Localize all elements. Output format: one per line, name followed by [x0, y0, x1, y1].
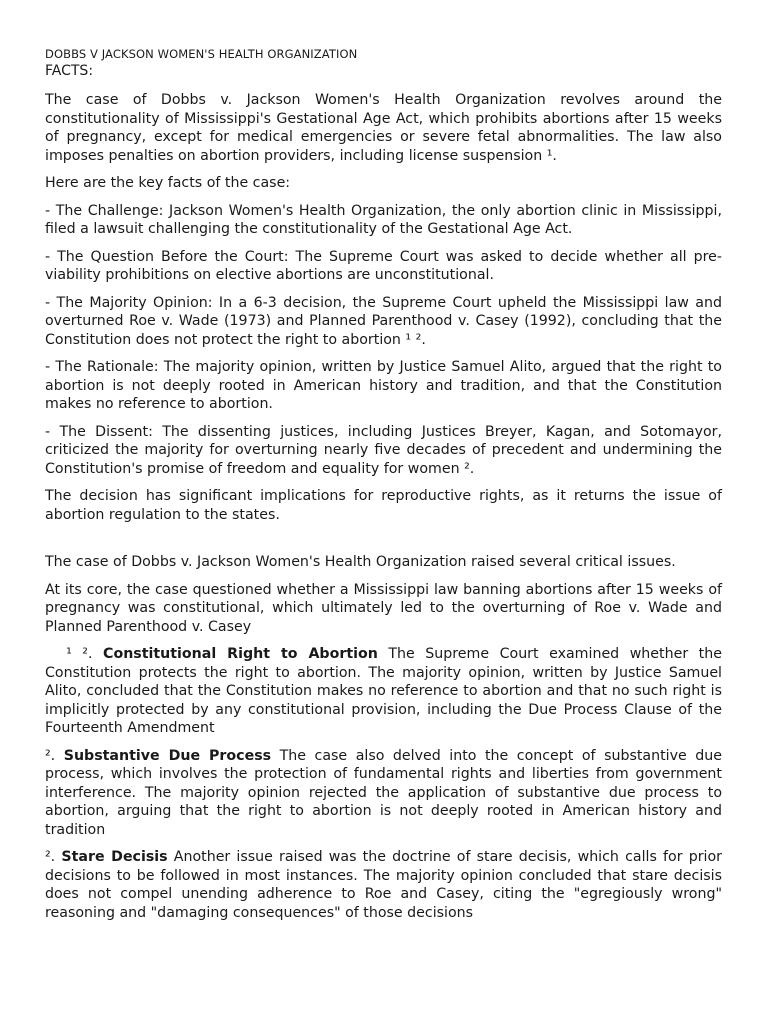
issue-stare-decisis — [45, 848, 722, 922]
issues-intro: The case of Dobbs v. Jackson Women's Health Organization raised several critical issues. — [45, 554, 676, 570]
facts-heading: FACTS: — [45, 63, 94, 79]
section-spacer — [45, 533, 722, 553]
issue-substantive-due-process — [45, 747, 722, 840]
issues-core: At its core, the case questioned whether a Mississippi law banning abortions after 15 weeks of pregnancy was constitutional, which ultimately led to the overturning of Roe v. Wade and Planned Parenthood v. Casey — [45, 581, 722, 635]
fact-dissent: - The Dissent: The dissenting justices, including Justices Breyer, Kagan, and Sotomayor, criticized the majority for overturning nearly five decades of precedent and undermining the Constitution's promise of freedom and equality for women ². — [45, 423, 722, 477]
issue-heading: Constitutional Right to Abortion — [103, 646, 378, 662]
fact-question: - The Question Before the Court: The Supreme Court was asked to decide whether all pre-viability prohibitions on elective abortions are unconstitutional. — [45, 248, 722, 283]
fact-rationale: - The Rationale: The majority opinion, written by Justice Samuel Alito, argued that the right to abortion is not deeply rooted in American history and tradition, and that the Constitution makes no reference to abortion. — [45, 359, 722, 412]
key-facts-lead: Here are the key facts of the case: — [45, 175, 291, 191]
issue-text: Another issue raised was the doctrine of stare decisis, which calls for prior decisions to be followed in most instances. The majority opinion concluded that stare decisis does not compel unending adherence to Roe and Casey, citing the "egregiously wrong" reasoning and "damaging consequences" of those decisions — [45, 849, 722, 921]
intro-paragraph: The case of Dobbs v. Jackson Women's Health Organization revolves around the constitutionality of Mississippi's Gestational Age Act, which prohibits abortions after 15 weeks of pregnancy, except for medical emergencies or severe fetal abnormalities. The law also imposes penalties on abortion providers, including license suspension ¹. — [45, 92, 722, 164]
fact-challenge: - The Challenge: Jackson Women's Health Organization, the only abortion clinic in Mississippi, filed a lawsuit challenging the constitutionality of the Gestational Age Act. — [45, 202, 722, 237]
issue-heading: Substantive Due Process — [63, 747, 272, 764]
issue-text: The case also delved into the concept of substantive due process, which involves the protection of fundamental rights and liberties from government interference. The majority opinion rejected the application of substantive due process to abortion, arguing that the right to abortion is not deeply rooted in American history and tradition — [45, 747, 722, 838]
issue-footnote-ref: ². — [45, 849, 62, 865]
issue-text: The Supreme Court examined whether the Constitution protects the right to abortion. The majority opinion, written by Justice Samuel Alito, concluded that the Constitution makes no reference to abortion and that no such right is implicitly protected by any constitutional provision, including the Due Process Clause of the Fourteenth Amendment — [45, 646, 722, 736]
issue-footnote-ref: ². — [45, 747, 64, 764]
fact-majority-opinion: - The Majority Opinion: In a 6-3 decision, the Supreme Court upheld the Mississippi law and overturned Roe v. Wade (1973) and Planned Parenthood v. Casey (1992), concluding that the Constitution does not protect the right to abortion ¹ ². — [45, 294, 722, 348]
conclusion-paragraph: The decision has significant implications for reproductive rights, as it returns the issue of abortion regulation to the states. — [45, 488, 722, 523]
document-title: DOBBS V JACKSON WOMEN'S HEALTH ORGANIZATION — [45, 47, 358, 61]
issue-footnote-ref: ¹ ². — [45, 646, 104, 662]
document-page — [45, 46, 722, 931]
issue-constitutional-right — [45, 645, 722, 738]
issue-heading: Stare Decisis — [61, 849, 168, 865]
